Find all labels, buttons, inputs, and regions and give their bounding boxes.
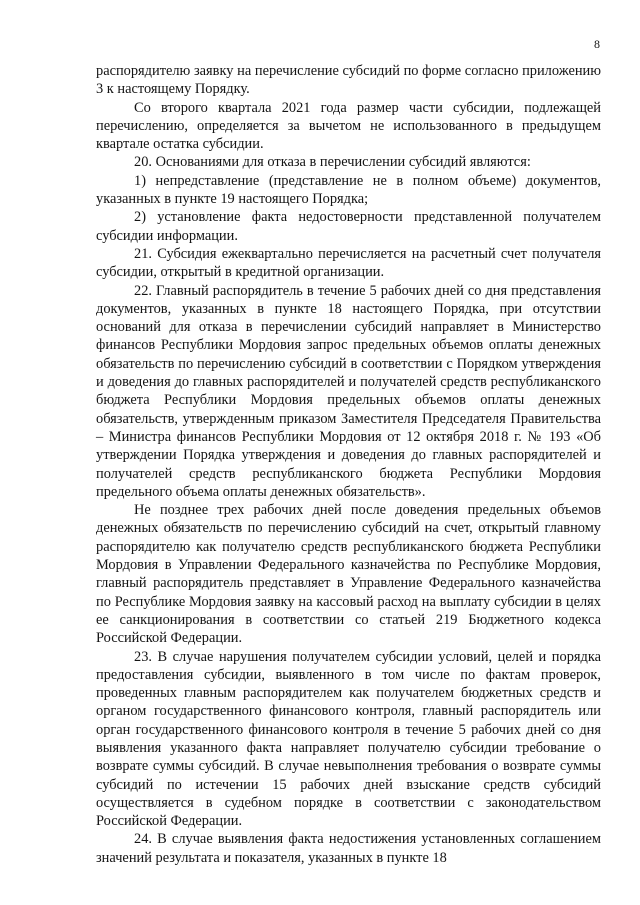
paragraph-item-22: 22. Главный распорядитель в течение 5 рабочих дней со дня представления документов, указанных в пункте 18 настоящего Порядка, при отсутствии оснований для отказа в перечислении субсидий направляет в Министерство финансов Республики Мордовия запрос предельных объемов оплаты денежных обязательств по перечислению субсидий в соответствии с Порядком утверждения и доведения до главных распорядителей и получателей средств республиканского бюджета Республики Мордовия предельных объемов оплаты денежных обязательств, утвержденным приказом Заместителя Председателя Правительства – Министра финансов Республики Мордовия от 12 октября 2018 г. № 193 «Об утверждении Порядка утверждения и доведения до главных распорядителей и получателей средств республиканского бюджета Республики Мордовия предельного объема оплаты денежных обязательств». bbox=[96, 282, 601, 500]
paragraph-item-20-1: 1) непредставление (представление не в полном объеме) документов, указанных в пункте 19 настоящего Порядка; bbox=[96, 172, 601, 208]
page-number: 8 bbox=[594, 37, 600, 51]
paragraph-item-20: 20. Основаниями для отказа в перечислении субсидий являются: bbox=[134, 154, 531, 171]
paragraph-item-24: 24. В случае выявления факта недостижения установленных соглашением значений результата и показателя, указанных в пункте 18 bbox=[96, 831, 601, 866]
paragraph-item-20-2: 2) установление факта недостоверности представленной получателем субсидии информации. bbox=[96, 209, 601, 244]
paragraph-item-22-deadline: Не позднее трех рабочих дней после доведения предельных объемов денежных обязательств по перечислению субсидий на счет, открытый главному распорядителю как получателю средств республиканского бюджета Республики Мордовия в Управлении Федерального казначейства по Республике Мордовия, главный распорядитель представляет в Управление Федерального казначейства по Республике Мордовия заявку на кассовый расход на выплату субсидии в целях ее санкционирования в соответствии со статьей 219 Бюджетного кодекса Российской Федерации. bbox=[96, 502, 601, 647]
document-body bbox=[96, 62, 601, 867]
paragraph-item-21: 21. Субсидия ежеквартально перечисляется на расчетный счет получателя субсидии, открытый в кредитной организации. bbox=[96, 245, 601, 281]
paragraph-second-quarter: Со второго квартала 2021 года размер части субсидии, подлежащей перечислению, определяется за вычетом не использованного в предыдущем квартале остатка субсидии. bbox=[96, 99, 601, 153]
paragraph-continuation: распорядителю заявку на перечисление субсидий по форме согласно приложению 3 к настоящему Порядку. bbox=[96, 63, 601, 98]
paragraph-item-23: 23. В случае нарушения получателем субсидии условий, целей и порядка предоставления субсидии, выявленного в том числе по фактам проверок, проведенных главным распорядителем как получателем бюджетных средств и органом государственного финансового контроля, главный распорядитель или орган государственного финансового контроля в течение 5 рабочих дней со дня выявления указанного факта направляет получателю субсидии требование о возврате суммы субсидий. В случае невыполнения требования о возврате суммы субсидий по истечении 15 рабочих дней взыскание средств субсидий осуществляется в судебном порядке в соответствии с законодательством Российской Федерации. bbox=[96, 648, 601, 830]
